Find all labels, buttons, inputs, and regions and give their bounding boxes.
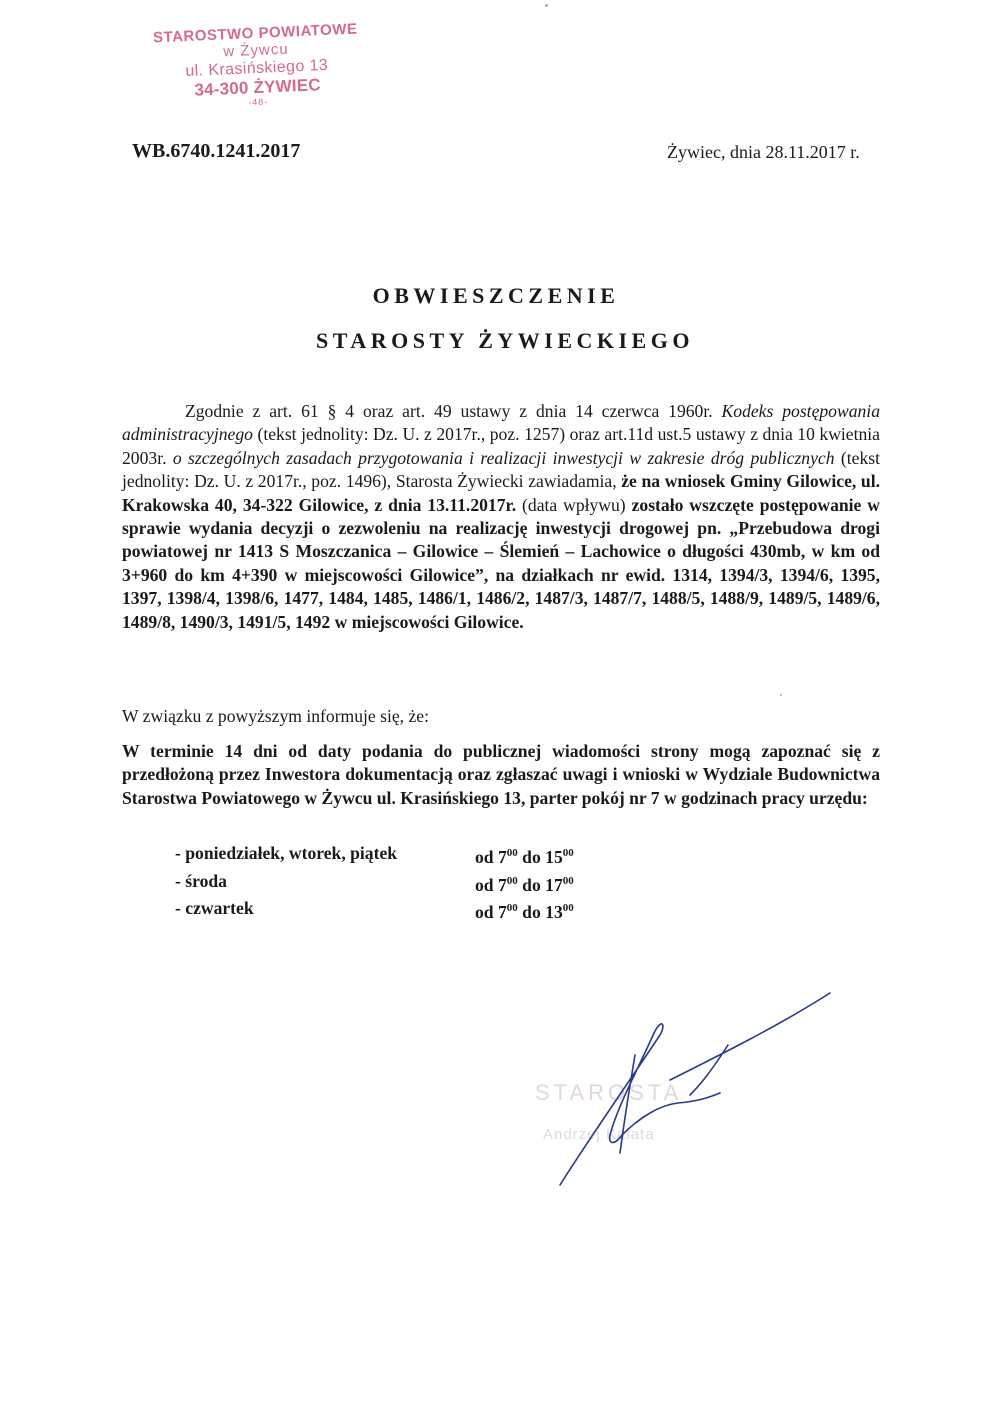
signature-name: Andrzej Kalata xyxy=(543,1126,655,1143)
body-text: Zgodnie z art. 61 § 4 oraz art. 49 ustawy z dnia 14 czerwca 1960r. xyxy=(185,401,722,421)
scan-speck xyxy=(780,694,782,696)
stamp-line: ul. Krasińskiego 13 xyxy=(185,56,329,80)
signature-title: STAROSTA xyxy=(535,1080,683,1105)
stamp-line: -48- xyxy=(248,96,269,108)
body-text-bold: że na wniosek Gminy Gilowice, ul. Krakowska 40, 34-322 Gilowice, z dnia 13.11.2017r. xyxy=(122,471,880,515)
hours-day: - środa xyxy=(175,870,227,891)
stamp-line: STAROSTWO POWIATOWE xyxy=(152,20,358,47)
scan-speck xyxy=(545,4,548,7)
hours-time: od $7^{00}$ do $13^{00}$ xyxy=(475,902,574,922)
office-stamp xyxy=(140,20,373,113)
hours-time: od $7^{00}$ do $17^{00}$ xyxy=(475,874,574,895)
intro-line: W związku z powyższym informuje się, że: xyxy=(122,706,429,726)
hours-row xyxy=(175,870,574,898)
body-text-bold: zostało wszczęte postępowanie w sprawie wydania decyzji o zezwoleniu na realizację inwestycji drogowej pn. „Przebudowa drogi powiatowej nr 1413 S Moszczanica – Gilowice – Ślemień – Lachowice o długości 430mb, w km od 3+960 do km 4+390 w miejscowości Gilowice”, na działkach nr ewid. 1314, 1394/3, 1394/6, 1395, 1397, 1398/4, 1398/6, 1477, 1484, 1485, 1486/1, 1486/2, 1487/3, 1487/7, 1488/5, 1488/9, 1489/5, 1489/6, 1489/8, 1490/3, 1491/5, 1492 w miejscowości Gilowice. xyxy=(122,494,880,632)
document-subtitle: STAROSTY ŻYWIECKIEGO xyxy=(316,328,694,353)
reference-number: WB.6740.1241.2017 xyxy=(132,140,301,162)
hours-day: - czwartek xyxy=(175,898,254,918)
body-text-italic: Kodeks postępowania administracyjnego xyxy=(122,401,880,445)
hours-row xyxy=(175,897,574,925)
handwritten-signature xyxy=(530,985,850,1200)
body-text: (tekst jednolity: Dz. U. z 2017r., poz. 1496), Starosta Żywiecki zawiadamia, xyxy=(122,447,880,492)
stamp-line: 34-300 ŻYWIEC xyxy=(194,75,322,100)
document-date: Żywiec, dnia 28.11.2017 r. xyxy=(667,142,860,162)
notice-paragraph: W terminie 14 dni od daty podania do publicznej wiadomości strony mogą zapoznać się z przedłożoną przez Inwestora dokumentacją oraz zgłaszać uwagi i wnioski w Wydziale Budownictwa Starostwa Powiatowego w Żywcu ul. Krasińskiego 13, parter pokój nr 7 w godzinach pracy urzędu: xyxy=(122,741,880,808)
body-text: (data wpływu) xyxy=(516,494,632,515)
hours-day: - poniedziałek, wtorek, piątek xyxy=(175,843,398,863)
body-text: (tekst jednolity: Dz. U. z 2017r., poz. 1257) oraz art.11d ust.5 ustawy z dnia 10 kwietnia 2003r. xyxy=(122,424,880,468)
document-title: OBWIESZCZENIE xyxy=(372,283,620,308)
body-paragraph xyxy=(122,400,880,634)
hours-time: od $7^{00}$ do $15^{00}$ xyxy=(475,847,574,867)
office-hours xyxy=(175,842,574,925)
hours-row xyxy=(175,842,574,870)
body-text-italic: o szczególnych zasadach przygotowania i realizacji inwestycji w zakresie dróg publicznych xyxy=(172,447,835,468)
stamp-line: w Żywcu xyxy=(223,40,290,61)
